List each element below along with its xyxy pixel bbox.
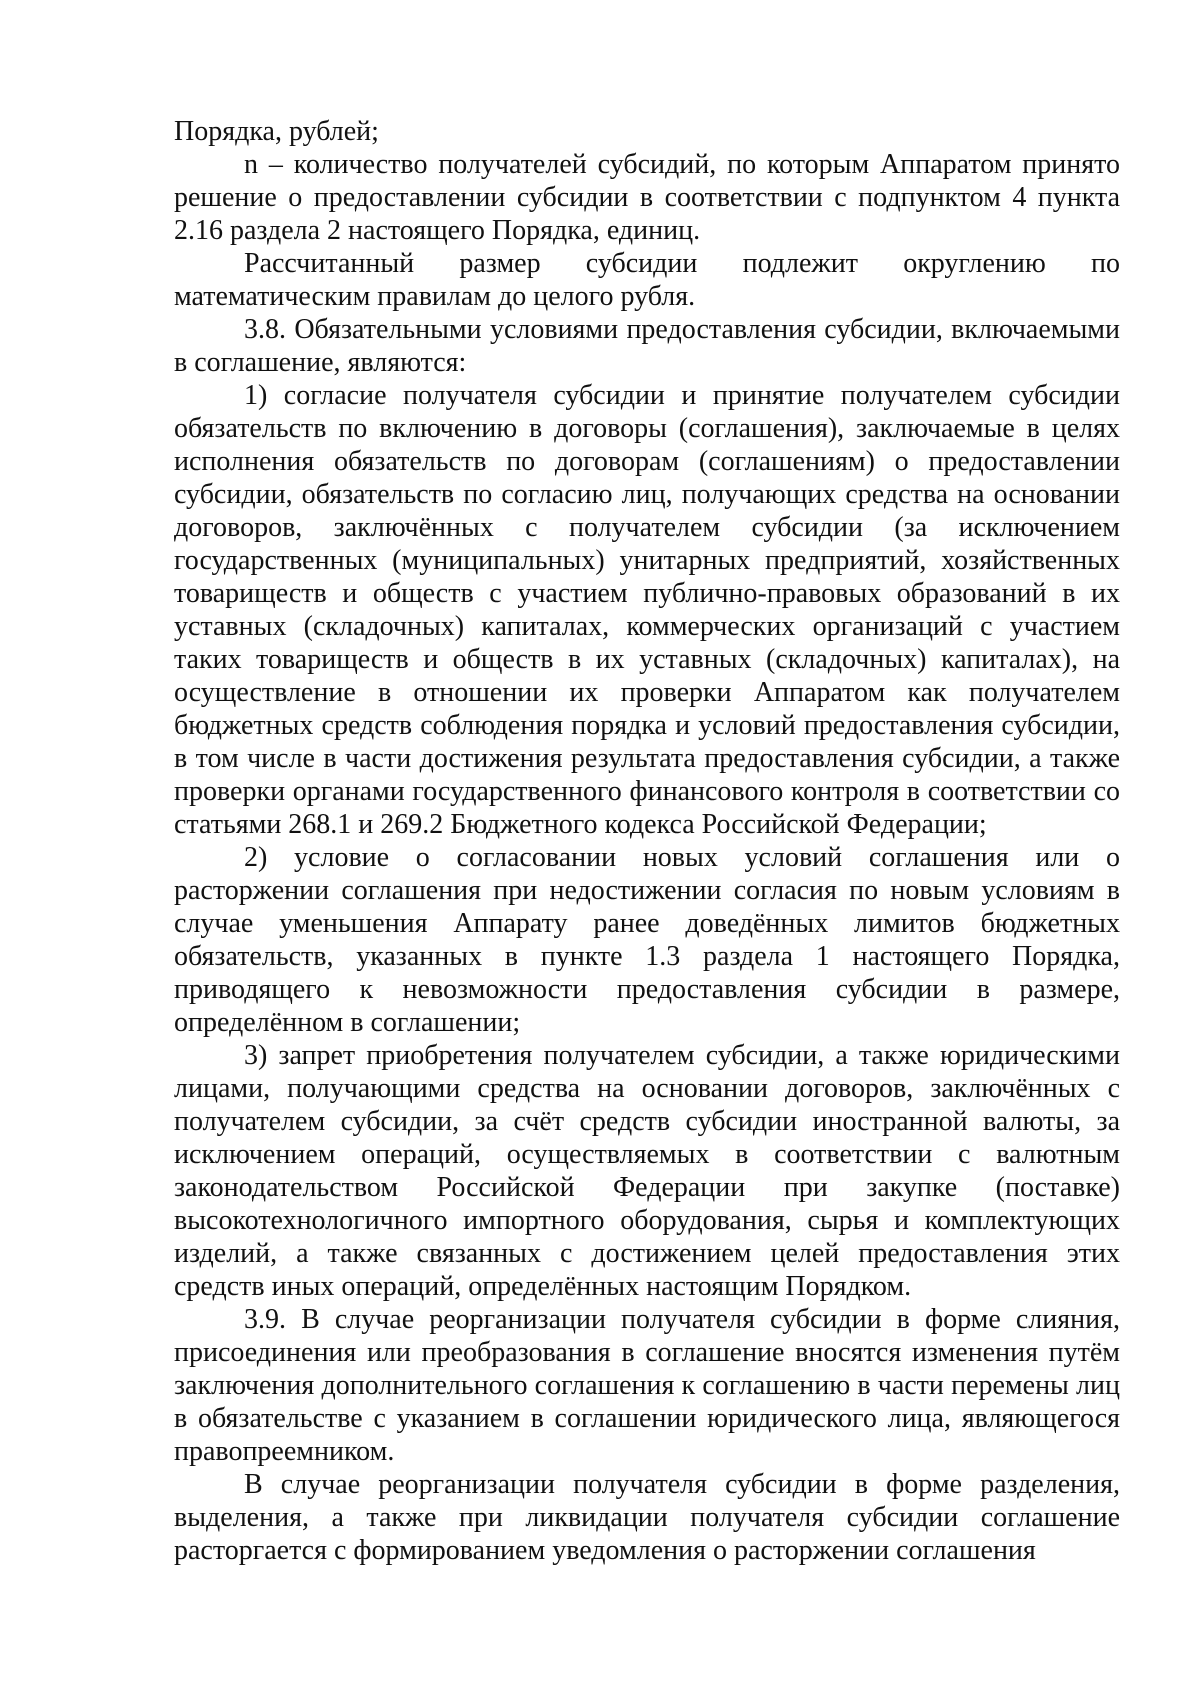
document-page xyxy=(174,115,1120,1567)
paragraph-condition-2: 2) условие о согласовании новых условий соглашения или о расторжении соглашения при недостижении согласия по новым условиям в случае уменьшения Аппарату ранее доведённых лимитов бюджетных обязательств, указанных в пункте 1.3 раздела 1 настоящего Порядка, приводящего к невозможности предоставления субсидии в размере, определённом в соглашении; xyxy=(174,842,1120,1038)
paragraph-continuation: Порядка, рублей; xyxy=(174,116,379,147)
paragraph-condition-3: 3) запрет приобретения получателем субсидии, а также юридическими лицами, получающими средства на основании договоров, заключённых с получателем субсидии, за счёт средств субсидии иностранной валюты, за исключением операций, осуществляемых в соответствии с валютным законодательством Российской Федерации при закупке (поставке) высокотехнологичного импортного оборудования, сырья и комплектующих изделий, а также связанных с достижением целей предоставления этих средств иных операций, определённых настоящим Порядком. xyxy=(174,1040,1120,1302)
paragraph-3-8: 3.8. Обязательными условиями предоставления субсидии, включаемыми в соглашение, являются: xyxy=(174,314,1120,378)
paragraph-rounding: Рассчитанный размер субсидии подлежит округлению по математическим правилам до целого рубля. xyxy=(174,248,1120,312)
paragraph-reorganization: В случае реорганизации получателя субсидии в форме разделения, выделения, а также при ликвидации получателя субсидии соглашение расторгается с формированием уведомления о расторжении соглашения xyxy=(174,1469,1120,1566)
paragraph-condition-1: 1) согласие получателя субсидии и принятие получателем субсидии обязательств по включению в договоры (соглашения), заключаемые в целях исполнения обязательств по договорам (соглашениям) о предоставлении субсидии, обязательств по согласию лиц, получающих средства на основании договоров, заключённых с получателем субсидии (за исключением государственных (муниципальных) унитарных предприятий, хозяйственных товариществ и обществ с участием публично-правовых образований в их уставных (складочных) капиталах, коммерческих организаций с участием таких товариществ и обществ в их уставных (складочных) капиталах), на осуществление в отношении их проверки Аппаратом как получателем бюджетных средств соблюдения порядка и условий предоставления субсидии, в том числе в части достижения результата предоставления субсидии, а также проверки органами государственного финансового контроля в соответствии со статьями 268.1 и 269.2 Бюджетного кодекса Российской Федерации; xyxy=(174,380,1120,840)
paragraph-3-9: 3.9. В случае реорганизации получателя субсидии в форме слияния, присоединения или преобразования в соглашение вносятся изменения путём заключения дополнительного соглашения к соглашению в части перемены лиц в обязательстве с указанием в соглашении юридического лица, являющегося правопреемником. xyxy=(174,1304,1120,1467)
paragraph-n-definition: n – количество получателей субсидий, по которым Аппаратом принято решение о предоставлении субсидии в соответствии с подпунктом 4 пункта 2.16 раздела 2 настоящего Порядка, единиц. xyxy=(174,149,1120,246)
